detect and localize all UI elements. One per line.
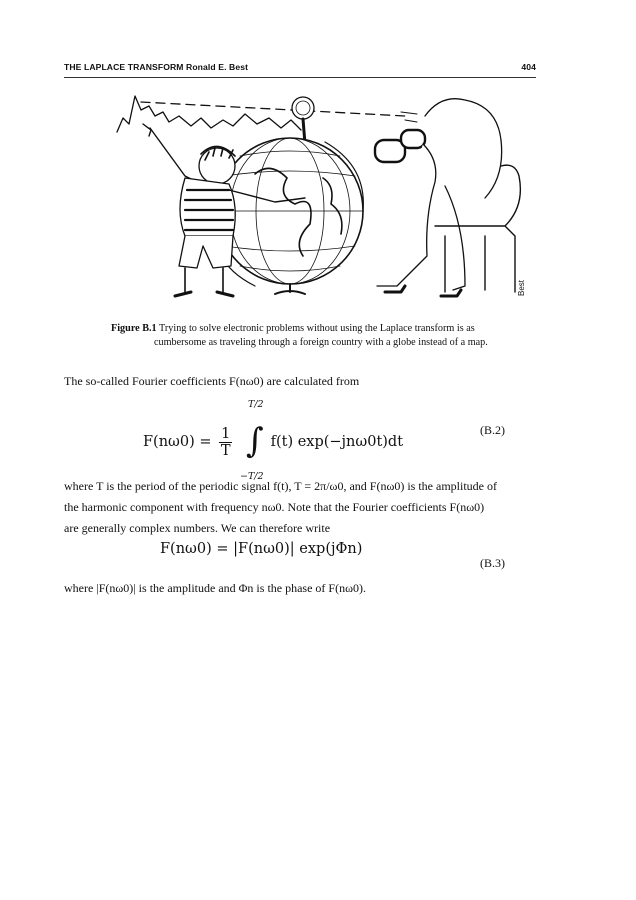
eq-b2-integrand: f(t) exp(−jnω0t)dt [270,434,404,450]
running-head-title: THE LAPLACE TRANSFORM Ronald E. Best [64,62,249,72]
paragraph-3: where |F(nω0)| is the amplitude and Φn is the phase of F(nω0). [64,581,366,595]
paragraph-2-line1: where T is the period of the periodic signal f(t), T = 2π/ω0, and F(nω0) is the amplitude of [64,479,497,493]
eq-b2-lower-limit: −T/2 [239,471,264,482]
paragraph-2 [64,476,536,539]
eq-b2-frac-num: 1 [221,425,231,442]
header-rule [64,77,536,78]
figure-caption [111,322,529,349]
paragraph-2-line3: are generally complex numbers. We can therefore write [64,521,331,535]
eq-b2-upper-limit: T/2 [247,399,264,410]
mountains [117,96,301,132]
figure-label: Figure B.1 [111,323,157,334]
paragraph-1: The so-called Fourier coefficients F(nω0) are calculated from [64,374,360,388]
eq-b2-integral [239,399,264,482]
eq-b2-fraction [219,426,232,459]
artist-signature: Best [517,279,526,296]
eq-b2-frac-den: T [220,442,231,459]
running-head [64,62,536,72]
paragraph-2-line2: the harmonic component with frequency nω0. Note that the Fourier coefficients F(nω0) [64,500,485,514]
sight-line [141,102,405,116]
caption-line2: cumbersome as traveling through a foreign country with a globe instead of a map. [154,336,488,348]
eq-b2-lhs: F(nω0) = [143,434,212,450]
equation-b3: F(nω0) = |F(nω0)| exp(jΦn) [160,541,363,557]
integral-sign-icon: ∫ [245,421,264,461]
caption-line1: Trying to solve electronic problems without using the Laplace transform is as [159,323,475,334]
equation-number-b3: (B.3) [480,556,505,570]
globe [215,138,364,294]
equation-b2 [143,399,404,482]
magnifier [292,97,314,144]
figure-illustration [105,86,535,308]
equation-number-b2: (B.2) [480,423,505,437]
man [375,99,520,296]
page-number: 404 [521,62,536,72]
